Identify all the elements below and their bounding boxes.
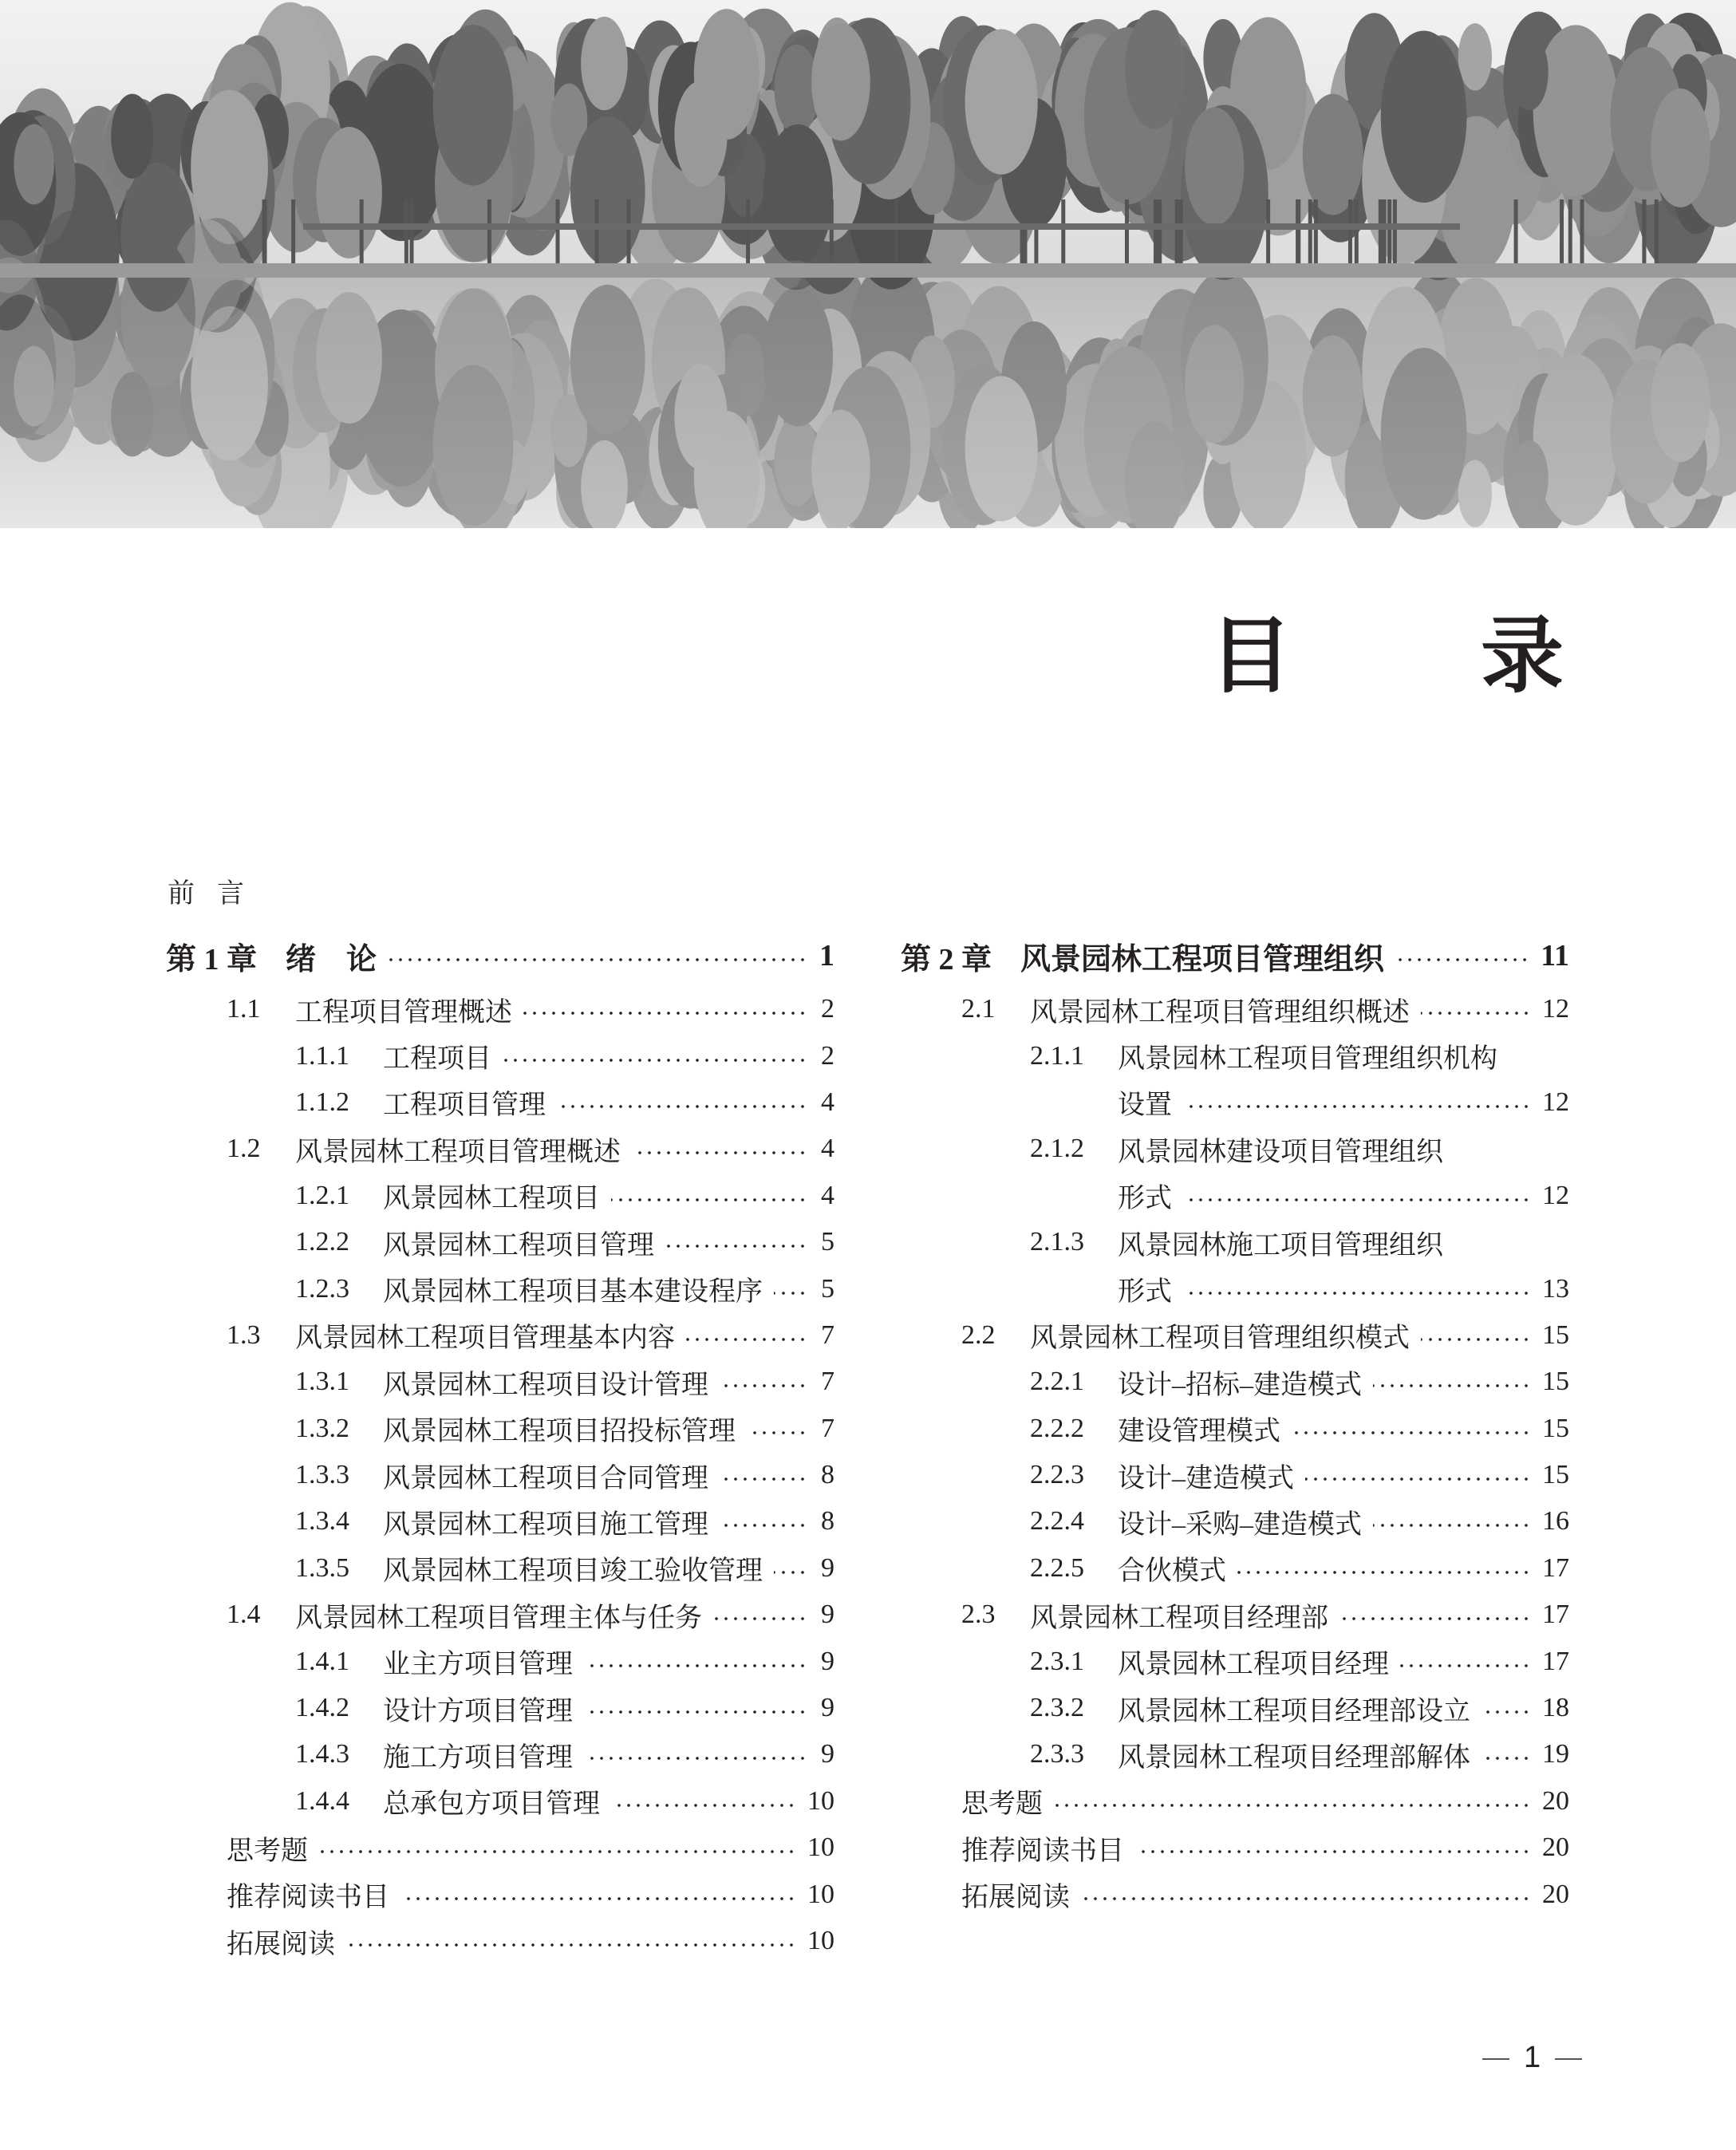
toc-entry[interactable]: [901, 1032, 1569, 1079]
toc-entry-page: 4: [821, 1180, 834, 1210]
dot-leader: [1339, 1616, 1531, 1621]
dot-leader: [584, 1710, 807, 1714]
toc-entry[interactable]: [166, 986, 834, 1032]
toc-entry-number: 1.2.1: [295, 1180, 349, 1210]
toc-entry-title: 风景园林工程项目管理组织: [1020, 942, 1385, 976]
toc-entry[interactable]: [901, 1731, 1569, 1777]
toc-entry-number: 第 1 章: [166, 942, 258, 976]
toc-entry-page: 10: [807, 1926, 834, 1955]
toc-entry-page: 17: [1542, 1646, 1569, 1676]
toc-entry[interactable]: [901, 1592, 1569, 1638]
toc-entry[interactable]: [901, 1498, 1569, 1544]
toc-entry-number: 1.4.3: [295, 1739, 349, 1769]
toc-entry-number: 1.4.2: [295, 1693, 349, 1723]
toc-entry-number: 2.1.3: [1030, 1227, 1084, 1257]
toc-entry-title: 风景园林工程项目管理主体与任务: [295, 1603, 702, 1633]
header-landscape-photo: [0, 0, 1736, 528]
toc-entry-title: 风景园林工程项目经理部设立: [1118, 1696, 1470, 1726]
toc-entry[interactable]: [901, 1871, 1569, 1917]
toc-entry[interactable]: [901, 1638, 1569, 1684]
toc-entry-page: 4: [821, 1134, 834, 1164]
dot-leader: [1183, 1197, 1531, 1202]
dot-leader: [557, 1104, 807, 1109]
dot-leader: [1183, 1104, 1531, 1109]
toc-entry-title: 工程项目管理概述: [295, 997, 512, 1028]
toc-entry[interactable]: [166, 1265, 834, 1312]
dot-leader: [346, 1943, 796, 1947]
toc-entry-number: 2.2.4: [1030, 1506, 1084, 1537]
toc-entry-page: 9: [821, 1693, 834, 1723]
toc-entry-number: 2.2: [961, 1320, 996, 1350]
toc-entry[interactable]: [901, 1452, 1569, 1498]
toc-entry-title: 拓展阅读: [227, 1929, 335, 1959]
toc-entry[interactable]: [166, 1778, 834, 1825]
toc-entry[interactable]: [901, 1312, 1569, 1359]
dot-leader: [1081, 1896, 1531, 1901]
toc-entry[interactable]: [901, 1406, 1569, 1452]
toc-entry-page: 7: [821, 1367, 834, 1397]
toc-entry[interactable]: [166, 1452, 834, 1498]
toc-entry-title: 风景园林工程项目管理概述: [295, 1137, 621, 1167]
dot-leader: [523, 1011, 807, 1016]
toc-entry-page: 10: [807, 1879, 834, 1909]
toc-entry-number: 1.2.2: [295, 1227, 349, 1257]
dot-leader: [632, 1150, 807, 1155]
dot-leader: [665, 1244, 807, 1249]
dot-leader: [720, 1523, 807, 1528]
dot-leader: [503, 1058, 807, 1063]
toc-entry-page: 1: [819, 939, 834, 972]
toc-entry-page: 10: [807, 1832, 834, 1863]
dot-leader: [1054, 1803, 1531, 1808]
toc-entry-title: 总承包方项目管理: [383, 1789, 600, 1820]
dot-leader: [1183, 1291, 1531, 1296]
toc-entry-number: 2.3.2: [1030, 1693, 1084, 1723]
toc-entry[interactable]: [166, 1918, 834, 1964]
toc-entry-number: 1.3.2: [295, 1413, 349, 1443]
dot-leader: [1400, 1663, 1531, 1668]
dot-leader: [774, 1570, 807, 1575]
toc-entry-title: 业主方项目管理: [383, 1650, 573, 1680]
toc-entry[interactable]: [901, 1778, 1569, 1825]
toc-entry[interactable]: [166, 1685, 834, 1731]
toc-entry[interactable]: [901, 1545, 1569, 1592]
toc-entry-title: 绪 论: [286, 942, 377, 976]
toc-entry-title: 设置: [1118, 1091, 1172, 1121]
toc-entry-title: 风景园林工程项目基本建设程序: [383, 1277, 763, 1308]
toc-entry-number: 1.4: [227, 1600, 261, 1630]
dot-leader: [1305, 1477, 1531, 1481]
toc-entry[interactable]: [901, 1825, 1569, 1871]
toc-entry-number: 第 2 章: [901, 942, 992, 976]
toc-entry-page: 20: [1542, 1785, 1569, 1816]
toc-entry[interactable]: [901, 1219, 1569, 1265]
toc-entry[interactable]: [901, 1126, 1569, 1172]
toc-entry[interactable]: [166, 1406, 834, 1452]
toc-entry-page: 2: [821, 1040, 834, 1071]
toc-entry[interactable]: [166, 1545, 834, 1592]
toc-entry-page: 5: [821, 1227, 834, 1257]
toc-entry-title: 设计–采购–建造模式: [1118, 1509, 1362, 1540]
toc-entry-title: 设计–招标–建造模式: [1118, 1370, 1362, 1400]
toc-entry[interactable]: [166, 1312, 834, 1359]
toc-entry-title: 风景园林工程项目管理组织机构: [1118, 1044, 1497, 1075]
toc-entry-title: 设计方项目管理: [383, 1696, 573, 1726]
dot-leader: [1135, 1849, 1531, 1854]
toc-entry-number: 1.3.4: [295, 1506, 349, 1537]
toc-entry-number: 1.2: [227, 1134, 261, 1164]
toc-entry[interactable]: [901, 1685, 1569, 1731]
page-title: 目 录: [1209, 607, 1643, 704]
dot-leader: [774, 1291, 807, 1296]
toc-entry-page: 9: [821, 1600, 834, 1630]
toc-entry[interactable]: [166, 1032, 834, 1079]
dot-leader: [611, 1197, 807, 1202]
dot-leader: [611, 1803, 796, 1808]
toc-entry[interactable]: [166, 1359, 834, 1405]
toc-entry[interactable]: [166, 1871, 834, 1917]
dot-leader: [720, 1477, 807, 1481]
toc-entry-page: 13: [1542, 1273, 1569, 1304]
toc-entry-title: 风景园林工程项目经理部: [1030, 1603, 1328, 1633]
dot-leader: [1395, 957, 1529, 962]
dot-leader: [1421, 1011, 1531, 1016]
toc-entry-number: 1.3.3: [295, 1460, 349, 1490]
dot-leader: [713, 1616, 807, 1621]
toc-entry-number: 1.1.2: [295, 1087, 349, 1117]
toc-entry-title: 风景园林工程项目竣工验收管理: [383, 1556, 763, 1587]
toc-entry-page: 16: [1542, 1506, 1569, 1537]
toc-entry-title: 风景园林工程项目管理基本内容: [295, 1324, 675, 1354]
dot-leader: [1482, 1710, 1531, 1714]
toc-entry-page: 7: [821, 1320, 834, 1350]
toc-entry-title: 风景园林工程项目招投标管理: [383, 1417, 736, 1447]
toc-entry-number: 1.1: [227, 994, 261, 1024]
toc-entry-number: 1.1.1: [295, 1040, 349, 1071]
toc-entry-page: 15: [1542, 1367, 1569, 1397]
dot-leader: [1421, 1337, 1531, 1342]
toc-entry-title: 风景园林工程项目施工管理: [383, 1509, 708, 1540]
toc-entry-number: 2.2.1: [1030, 1367, 1084, 1397]
toc-entry[interactable]: [166, 1079, 834, 1126]
toc-right-column: [901, 925, 1569, 1918]
toc-entry-page: 20: [1542, 1832, 1569, 1863]
toc-entry-title: 风景园林工程项目管理组织模式: [1030, 1324, 1410, 1354]
toc-entry-page: 17: [1542, 1552, 1569, 1583]
toc-entry-title: 工程项目: [383, 1044, 491, 1075]
dot-leader: [1373, 1523, 1531, 1528]
toc-entry-title: 风景园林工程项目管理: [383, 1230, 654, 1260]
toc-entry-title: 风景园林施工项目管理组织: [1118, 1230, 1443, 1260]
toc-entry-page: 15: [1542, 1413, 1569, 1443]
toc-entry[interactable]: [166, 1731, 834, 1777]
toc-entry[interactable]: [901, 1359, 1569, 1405]
toc-entry-page: 9: [821, 1739, 834, 1769]
toc-entry-number: 1.4.1: [295, 1646, 349, 1676]
toc-entry-page: 10: [807, 1785, 834, 1816]
toc-entry-page: 11: [1541, 939, 1569, 972]
toc-entry[interactable]: [901, 1265, 1569, 1312]
toc-entry-number: 2.1: [961, 994, 996, 1024]
toc-entry-title: 风景园林工程项目设计管理: [383, 1370, 708, 1400]
toc-entry-number: 1.4.4: [295, 1785, 349, 1816]
dot-leader: [584, 1756, 807, 1761]
toc-entry[interactable]: [166, 1592, 834, 1638]
toc-entry-page: 12: [1542, 1180, 1569, 1210]
toc-entry-page: 8: [821, 1506, 834, 1537]
toc-entry-title: 风景园林工程项目经理部解体: [1118, 1742, 1470, 1773]
toc-entry-page: 12: [1542, 994, 1569, 1024]
toc-entry-title: 思考题: [227, 1836, 308, 1866]
toc-entry-title: 推荐阅读书目: [227, 1883, 389, 1913]
toc-chapter-entry[interactable]: [901, 925, 1569, 986]
toc-left-column: [166, 925, 834, 1964]
toc-entry-title: 施工方项目管理: [383, 1742, 573, 1773]
toc-entry-page: 7: [821, 1413, 834, 1443]
dot-leader: [1292, 1430, 1531, 1435]
toc-entry-title: 风景园林工程项目: [383, 1184, 600, 1214]
toc-entry-number: 2.3.3: [1030, 1739, 1084, 1769]
toc-entry-title: 合伙模式: [1118, 1556, 1226, 1587]
dot-leader: [400, 1896, 796, 1901]
toc-entry[interactable]: [166, 1498, 834, 1544]
toc-entry[interactable]: [166, 1126, 834, 1172]
toc-entry[interactable]: [166, 1173, 834, 1219]
toc-entry-page: 17: [1542, 1600, 1569, 1630]
toc-entry-number: 2.1.1: [1030, 1040, 1084, 1071]
toc-entry-number: 1.3.5: [295, 1552, 349, 1583]
toc-entry-page: 19: [1542, 1739, 1569, 1769]
toc-entry-title: 设计–建造模式: [1118, 1463, 1294, 1493]
toc-entry-page: 18: [1542, 1693, 1569, 1723]
toc-entry-title: 形式: [1118, 1184, 1172, 1214]
toc-entry-number: 2.1.2: [1030, 1134, 1084, 1164]
dot-leader: [747, 1430, 807, 1435]
toc-entry-page: 4: [821, 1087, 834, 1117]
dot-leader: [720, 1383, 807, 1388]
toc-entry-page: 2: [821, 994, 834, 1024]
page-number: 1: [1468, 2041, 1596, 2075]
toc-entry-title: 风景园林建设项目管理组织: [1118, 1137, 1443, 1167]
dot-leader: [686, 1337, 807, 1342]
toc-entry-title: 思考题: [961, 1789, 1043, 1820]
toc-entry-page: 20: [1542, 1879, 1569, 1909]
toc-chapter-entry[interactable]: [166, 925, 834, 986]
toc-entry-page: 9: [821, 1646, 834, 1676]
toc-entry-title: 工程项目管理: [383, 1091, 546, 1121]
toc-entry-number: 2.3.1: [1030, 1646, 1084, 1676]
toc-entry-number: 2.2.2: [1030, 1413, 1084, 1443]
toc-entry-number: 1.3.1: [295, 1367, 349, 1397]
toc-entry-title: 风景园林工程项目经理: [1118, 1650, 1389, 1680]
toc-entry-page: 12: [1542, 1087, 1569, 1117]
toc-entry-title: 风景园林工程项目管理组织概述: [1030, 997, 1410, 1028]
toc-entry-page: 9: [821, 1552, 834, 1583]
toc-entry-number: 2.2.3: [1030, 1460, 1084, 1490]
toc-entry-number: 2.2.5: [1030, 1552, 1084, 1583]
toc-entry-page: 15: [1542, 1460, 1569, 1490]
toc-entry-page: 15: [1542, 1320, 1569, 1350]
toc-entry-number: 1.3: [227, 1320, 261, 1350]
toc-entry[interactable]: [166, 1638, 834, 1684]
toc-entry-page: 8: [821, 1460, 834, 1490]
dot-leader: [584, 1663, 807, 1668]
toc-entry-title: 拓展阅读: [961, 1883, 1070, 1913]
toc-entry-title: 推荐阅读书目: [961, 1836, 1124, 1866]
toc-preface[interactable]: 前言: [168, 879, 266, 909]
dot-leader: [1482, 1756, 1531, 1761]
dot-leader: [1237, 1570, 1531, 1575]
dot-leader: [1373, 1383, 1531, 1388]
toc-entry[interactable]: [166, 1825, 834, 1871]
toc-entry[interactable]: [901, 1079, 1569, 1126]
toc-entry-title: 建设管理模式: [1118, 1417, 1280, 1447]
toc-entry-number: 1.2.3: [295, 1273, 349, 1304]
toc-entry[interactable]: [901, 986, 1569, 1032]
toc-entry-page: 5: [821, 1273, 834, 1304]
dot-leader: [319, 1849, 796, 1854]
dot-leader: [388, 957, 807, 962]
toc-entry-title: 风景园林工程项目合同管理: [383, 1463, 708, 1493]
toc-entry[interactable]: [901, 1173, 1569, 1219]
toc-entry-number: 2.3: [961, 1600, 996, 1630]
toc-entry[interactable]: [166, 1219, 834, 1265]
toc-entry-title: 形式: [1118, 1277, 1172, 1308]
